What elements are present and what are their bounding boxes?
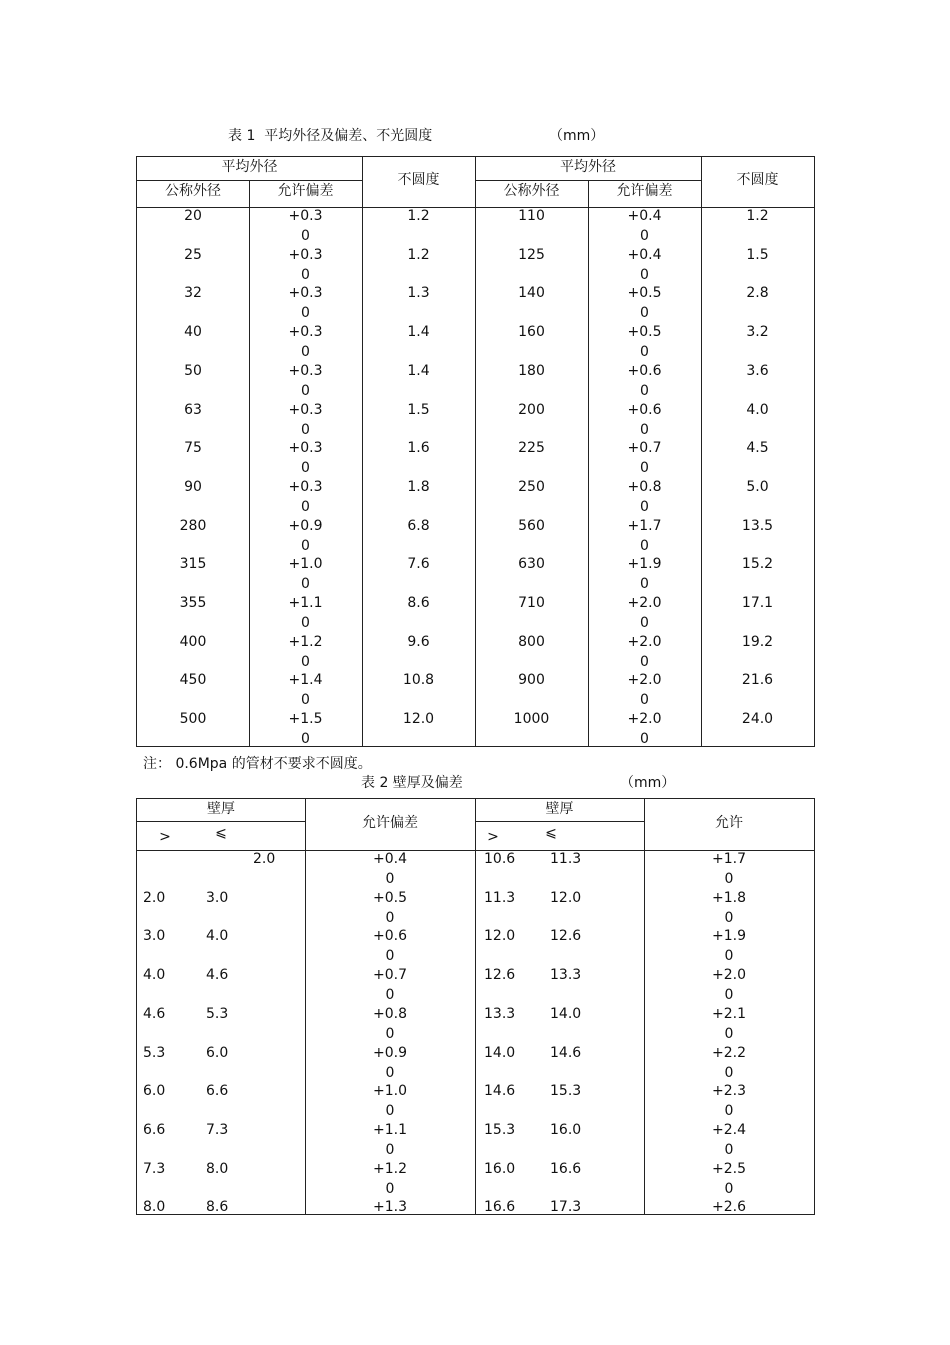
table-row bbox=[137, 1007, 814, 1046]
nominal-od-cell: 900 bbox=[518, 672, 545, 688]
lower-tolerance-cell: 0 bbox=[301, 499, 310, 515]
wall-min-cell: 11.3 bbox=[484, 890, 516, 906]
lower-tolerance-cell: 0 bbox=[640, 383, 649, 399]
wall-min-cell: 4.0 bbox=[143, 967, 166, 983]
upper-tolerance-cell: +1.2 bbox=[288, 634, 323, 650]
wall-min-cell: 3.0 bbox=[143, 928, 166, 944]
lower-tolerance-cell: 0 bbox=[640, 731, 649, 747]
table2-caption: 表 2 壁厚及偏差 bbox=[361, 775, 463, 791]
lower-tolerance-cell: 0 bbox=[385, 1142, 395, 1158]
lower-tolerance-cell: 0 bbox=[724, 1181, 734, 1197]
lower-tolerance-cell: 0 bbox=[301, 692, 310, 708]
nominal-od-cell: 20 bbox=[184, 208, 202, 224]
wall-min-cell: 12.0 bbox=[484, 928, 516, 944]
nominal-od-cell: 40 bbox=[184, 324, 202, 340]
wall-max-cell: 17.3 bbox=[550, 1199, 582, 1215]
table-row bbox=[137, 557, 814, 596]
upper-tolerance-cell: +0.6 bbox=[627, 402, 662, 418]
upper-tolerance-cell: +0.3 bbox=[288, 324, 323, 340]
wall-min-cell: 6.6 bbox=[143, 1122, 166, 1138]
upper-tolerance-cell: +1.0 bbox=[288, 556, 323, 572]
lower-tolerance-cell: 0 bbox=[301, 731, 310, 747]
table2-unit: （mm） bbox=[620, 775, 676, 791]
nominal-od-cell: 500 bbox=[179, 711, 207, 727]
table-row bbox=[137, 441, 814, 480]
gt-header-left: > bbox=[159, 829, 171, 845]
ovality-cell: 6.8 bbox=[407, 518, 430, 534]
table-row bbox=[137, 635, 814, 674]
nominal-od-header-left: 公称外径 bbox=[165, 183, 221, 199]
upper-tolerance-cell: +0.7 bbox=[627, 440, 662, 456]
upper-tolerance-cell: +1.0 bbox=[373, 1083, 407, 1099]
nominal-od-cell: 160 bbox=[518, 324, 545, 340]
nominal-od-cell: 50 bbox=[184, 363, 202, 379]
upper-tolerance-cell: +1.3 bbox=[373, 1199, 407, 1215]
table-row bbox=[137, 325, 814, 364]
upper-tolerance-cell: +2.0 bbox=[627, 672, 662, 688]
gt-header-right: > bbox=[487, 829, 499, 845]
wall-max-cell: 15.3 bbox=[550, 1083, 582, 1099]
ovality-header-right: 不圆度 bbox=[736, 172, 779, 188]
upper-tolerance-cell: +0.3 bbox=[288, 479, 323, 495]
wall-max-cell: 16.6 bbox=[550, 1161, 582, 1177]
ovality-cell: 13.5 bbox=[741, 518, 774, 534]
table-row bbox=[137, 519, 814, 558]
ovality-cell: 1.3 bbox=[407, 285, 430, 301]
ovality-cell: 2.8 bbox=[746, 285, 769, 301]
lower-tolerance-cell: 0 bbox=[640, 692, 649, 708]
upper-tolerance-cell: +2.0 bbox=[627, 634, 662, 650]
wall-max-cell: 6.6 bbox=[206, 1083, 229, 1099]
table-row bbox=[137, 1162, 814, 1201]
nominal-od-cell: 25 bbox=[184, 247, 202, 263]
lower-tolerance-cell: 0 bbox=[640, 344, 649, 360]
table1 bbox=[136, 156, 815, 747]
lower-tolerance-cell: 0 bbox=[724, 1103, 734, 1119]
lower-tolerance-cell: 0 bbox=[385, 871, 395, 887]
lower-tolerance-cell: 0 bbox=[640, 305, 649, 321]
nominal-od-cell: 450 bbox=[179, 672, 207, 688]
ovality-cell: 1.2 bbox=[407, 208, 430, 224]
table-row bbox=[137, 891, 814, 930]
nominal-od-cell: 280 bbox=[179, 518, 207, 534]
upper-tolerance-cell: +0.8 bbox=[627, 479, 662, 495]
table-row bbox=[137, 1084, 814, 1123]
table-row bbox=[137, 929, 814, 968]
nominal-od-cell: 400 bbox=[179, 634, 207, 650]
ovality-cell: 12.0 bbox=[402, 711, 435, 727]
lower-tolerance-cell: 0 bbox=[640, 654, 649, 670]
wall-max-cell: 7.3 bbox=[206, 1122, 229, 1138]
ovality-cell: 17.1 bbox=[741, 595, 774, 611]
nominal-od-cell: 90 bbox=[184, 479, 202, 495]
upper-tolerance-cell: +2.0 bbox=[627, 595, 662, 611]
nominal-od-cell: 355 bbox=[179, 595, 207, 611]
tolerance-header-right: 允许偏差 bbox=[616, 183, 673, 199]
wall-max-cell: 12.6 bbox=[550, 928, 582, 944]
ovality-cell: 8.6 bbox=[407, 595, 430, 611]
upper-tolerance-cell: +1.1 bbox=[288, 595, 323, 611]
lower-tolerance-cell: 0 bbox=[724, 1142, 734, 1158]
upper-tolerance-cell: +0.3 bbox=[288, 440, 323, 456]
wall-min-cell: 4.6 bbox=[143, 1006, 166, 1022]
lower-tolerance-cell: 0 bbox=[724, 871, 734, 887]
table-row bbox=[137, 1046, 814, 1085]
wall-min-cell: 14.6 bbox=[484, 1083, 516, 1099]
upper-tolerance-cell: +0.3 bbox=[288, 247, 323, 263]
nominal-od-cell: 140 bbox=[518, 285, 545, 301]
upper-tolerance-cell: +2.1 bbox=[712, 1006, 746, 1022]
ovality-cell: 21.6 bbox=[741, 672, 774, 688]
wall-min-cell: 16.6 bbox=[484, 1199, 516, 1215]
wall-min-cell: 13.3 bbox=[484, 1006, 516, 1022]
upper-tolerance-cell: +2.0 bbox=[627, 711, 662, 727]
upper-tolerance-cell: +0.6 bbox=[373, 928, 407, 944]
upper-tolerance-cell: +2.6 bbox=[712, 1199, 746, 1215]
table2 bbox=[136, 798, 815, 1215]
nominal-od-cell: 630 bbox=[518, 556, 545, 572]
ovality-cell: 1.5 bbox=[407, 402, 430, 418]
nominal-od-cell: 710 bbox=[518, 595, 545, 611]
upper-tolerance-cell: +0.4 bbox=[373, 851, 407, 867]
lower-tolerance-cell: 0 bbox=[640, 576, 649, 592]
lower-tolerance-cell: 0 bbox=[640, 228, 649, 244]
lower-tolerance-cell: 0 bbox=[385, 1065, 395, 1081]
lower-tolerance-cell: 0 bbox=[385, 987, 395, 1003]
table-row bbox=[137, 673, 814, 712]
lower-tolerance-cell: 0 bbox=[301, 576, 310, 592]
lower-tolerance-cell: 0 bbox=[724, 1065, 734, 1081]
ovality-cell: 19.2 bbox=[741, 634, 774, 650]
lower-tolerance-cell: 0 bbox=[301, 383, 310, 399]
nominal-od-header-right: 公称外径 bbox=[503, 183, 560, 199]
table-row bbox=[137, 1123, 814, 1162]
ovality-cell: 1.6 bbox=[407, 440, 430, 456]
upper-tolerance-cell: +1.9 bbox=[627, 556, 662, 572]
upper-tolerance-cell: +1.7 bbox=[712, 851, 746, 867]
lower-tolerance-cell: 0 bbox=[301, 538, 310, 554]
wall-min-cell: 2.0 bbox=[143, 890, 166, 906]
ovality-cell: 4.5 bbox=[746, 440, 769, 456]
wall-max-cell: 4.6 bbox=[206, 967, 229, 983]
wall-max-cell: 12.0 bbox=[550, 890, 582, 906]
wall-max-cell: 16.0 bbox=[550, 1122, 582, 1138]
upper-tolerance-cell: +0.5 bbox=[373, 890, 407, 906]
nominal-od-cell: 180 bbox=[518, 363, 545, 379]
upper-tolerance-cell: +0.4 bbox=[627, 208, 662, 224]
upper-tolerance-cell: +1.4 bbox=[288, 672, 323, 688]
lower-tolerance-cell: 0 bbox=[640, 460, 649, 476]
upper-tolerance-cell: +0.3 bbox=[288, 402, 323, 418]
ovality-cell: 1.4 bbox=[407, 324, 430, 340]
upper-tolerance-cell: +2.0 bbox=[712, 967, 746, 983]
table1-unit: （mm） bbox=[549, 128, 605, 144]
table-row bbox=[137, 596, 814, 635]
wall-min-cell: 6.0 bbox=[143, 1083, 166, 1099]
ovality-header-left: 不圆度 bbox=[397, 172, 440, 188]
lower-tolerance-cell: 0 bbox=[724, 987, 734, 1003]
nominal-od-cell: 63 bbox=[184, 402, 202, 418]
ovality-cell: 9.6 bbox=[407, 634, 430, 650]
table-row bbox=[137, 403, 814, 442]
ovality-cell: 1.8 bbox=[407, 479, 430, 495]
wall-min-cell: 8.0 bbox=[143, 1199, 166, 1215]
lower-tolerance-cell: 0 bbox=[640, 267, 649, 283]
lower-tolerance-cell: 0 bbox=[724, 948, 734, 964]
lower-tolerance-cell: 0 bbox=[385, 1181, 395, 1197]
wall-min-cell: 5.3 bbox=[143, 1045, 166, 1061]
ovality-cell: 5.0 bbox=[746, 479, 769, 495]
lower-tolerance-cell: 0 bbox=[301, 267, 310, 283]
wall-header-right: 壁厚 bbox=[545, 801, 574, 817]
nominal-od-cell: 110 bbox=[518, 208, 545, 224]
wall-max-cell: 5.3 bbox=[206, 1006, 229, 1022]
wall-max-cell: 2.0 bbox=[253, 851, 276, 867]
avg-od-header-left: 平均外径 bbox=[221, 159, 278, 175]
upper-tolerance-cell: +2.5 bbox=[712, 1161, 746, 1177]
wall-max-cell: 4.0 bbox=[206, 928, 229, 944]
lower-tolerance-cell: 0 bbox=[301, 422, 310, 438]
ovality-cell: 1.4 bbox=[407, 363, 430, 379]
upper-tolerance-cell: +2.4 bbox=[712, 1122, 746, 1138]
upper-tolerance-cell: +0.9 bbox=[288, 518, 323, 534]
lower-tolerance-cell: 0 bbox=[640, 615, 649, 631]
ovality-cell: 1.2 bbox=[407, 247, 430, 263]
lower-tolerance-cell: 0 bbox=[724, 1026, 734, 1042]
table-row bbox=[137, 209, 814, 248]
lower-tolerance-cell: 0 bbox=[724, 910, 734, 926]
lower-tolerance-cell: 0 bbox=[301, 305, 310, 321]
upper-tolerance-cell: +1.8 bbox=[712, 890, 746, 906]
wall-max-cell: 6.0 bbox=[206, 1045, 229, 1061]
ovality-cell: 24.0 bbox=[741, 711, 774, 727]
lower-tolerance-cell: 0 bbox=[385, 948, 395, 964]
wall-min-cell: 15.3 bbox=[484, 1122, 516, 1138]
tolerance-header-right: 允许 bbox=[715, 815, 743, 831]
table-row bbox=[137, 852, 814, 891]
wall-max-cell: 11.3 bbox=[550, 851, 582, 867]
upper-tolerance-cell: +1.2 bbox=[373, 1161, 407, 1177]
wall-header-left: 壁厚 bbox=[207, 801, 235, 817]
table-row bbox=[137, 480, 814, 519]
wall-max-cell: 8.6 bbox=[206, 1199, 229, 1215]
upper-tolerance-cell: +1.1 bbox=[373, 1122, 407, 1138]
upper-tolerance-cell: +1.5 bbox=[288, 711, 323, 727]
upper-tolerance-cell: +0.7 bbox=[373, 967, 407, 983]
lower-tolerance-cell: 0 bbox=[640, 538, 649, 554]
upper-tolerance-cell: +0.5 bbox=[627, 285, 662, 301]
table-row bbox=[137, 1200, 814, 1239]
upper-tolerance-cell: +0.9 bbox=[373, 1045, 407, 1061]
ovality-cell: 1.5 bbox=[746, 247, 769, 263]
nominal-od-cell: 1000 bbox=[513, 711, 550, 727]
ovality-cell: 1.2 bbox=[746, 208, 769, 224]
ovality-cell: 3.2 bbox=[746, 324, 769, 340]
lower-tolerance-cell: 0 bbox=[640, 499, 649, 515]
wall-min-cell: 16.0 bbox=[484, 1161, 516, 1177]
wall-max-cell: 8.0 bbox=[206, 1161, 229, 1177]
table-row bbox=[137, 286, 814, 325]
upper-tolerance-cell: +0.5 bbox=[627, 324, 662, 340]
wall-max-cell: 14.6 bbox=[550, 1045, 582, 1061]
lower-tolerance-cell: 0 bbox=[301, 654, 310, 670]
wall-min-cell: 12.6 bbox=[484, 967, 516, 983]
lower-tolerance-cell: 0 bbox=[385, 1026, 395, 1042]
wall-max-cell: 13.3 bbox=[550, 967, 582, 983]
upper-tolerance-cell: +0.3 bbox=[288, 285, 323, 301]
wall-min-cell: 14.0 bbox=[484, 1045, 516, 1061]
table1-caption: 表 1 平均外径及偏差、不光圆度 bbox=[228, 128, 433, 144]
ovality-cell: 3.6 bbox=[746, 363, 769, 379]
nominal-od-cell: 800 bbox=[518, 634, 545, 650]
tolerance-header-left: 允许偏差 bbox=[277, 183, 334, 199]
nominal-od-cell: 75 bbox=[184, 440, 202, 456]
table-row bbox=[137, 364, 814, 403]
le-header-right: ⩽ bbox=[545, 825, 557, 841]
nominal-od-cell: 32 bbox=[184, 285, 202, 301]
lower-tolerance-cell: 0 bbox=[385, 1103, 395, 1119]
ovality-cell: 15.2 bbox=[741, 556, 774, 572]
wall-max-cell: 14.0 bbox=[550, 1006, 582, 1022]
lower-tolerance-cell: 0 bbox=[385, 910, 395, 926]
table1-note: 注： 0.6Mpa 的管材不要求不圆度。 bbox=[143, 756, 372, 772]
lower-tolerance-cell: 0 bbox=[301, 615, 310, 631]
avg-od-header-right: 平均外径 bbox=[560, 159, 616, 175]
wall-min-cell: 7.3 bbox=[143, 1161, 166, 1177]
le-header-left: ⩽ bbox=[215, 825, 227, 841]
ovality-cell: 7.6 bbox=[407, 556, 430, 572]
nominal-od-cell: 560 bbox=[518, 518, 545, 534]
lower-tolerance-cell: 0 bbox=[640, 422, 649, 438]
tolerance-header-left: 允许偏差 bbox=[362, 815, 418, 831]
upper-tolerance-cell: +0.6 bbox=[627, 363, 662, 379]
nominal-od-cell: 315 bbox=[179, 556, 207, 572]
table-row bbox=[137, 968, 814, 1007]
nominal-od-cell: 200 bbox=[518, 402, 545, 418]
ovality-cell: 4.0 bbox=[746, 402, 769, 418]
upper-tolerance-cell: +0.8 bbox=[373, 1006, 407, 1022]
upper-tolerance-cell: +1.7 bbox=[627, 518, 662, 534]
upper-tolerance-cell: +0.4 bbox=[627, 247, 662, 263]
upper-tolerance-cell: +2.3 bbox=[712, 1083, 746, 1099]
nominal-od-cell: 250 bbox=[518, 479, 545, 495]
upper-tolerance-cell: +0.3 bbox=[288, 208, 323, 224]
lower-tolerance-cell: 0 bbox=[301, 228, 310, 244]
upper-tolerance-cell: +0.3 bbox=[288, 363, 323, 379]
upper-tolerance-cell: +1.9 bbox=[712, 928, 746, 944]
lower-tolerance-cell: 0 bbox=[301, 460, 310, 476]
nominal-od-cell: 225 bbox=[518, 440, 545, 456]
table-row bbox=[137, 712, 814, 751]
nominal-od-cell: 125 bbox=[518, 247, 545, 263]
upper-tolerance-cell: +2.2 bbox=[712, 1045, 746, 1061]
lower-tolerance-cell: 0 bbox=[301, 344, 310, 360]
wall-min-cell: 10.6 bbox=[484, 851, 516, 867]
table-row bbox=[137, 248, 814, 287]
wall-max-cell: 3.0 bbox=[206, 890, 229, 906]
ovality-cell: 10.8 bbox=[402, 672, 435, 688]
